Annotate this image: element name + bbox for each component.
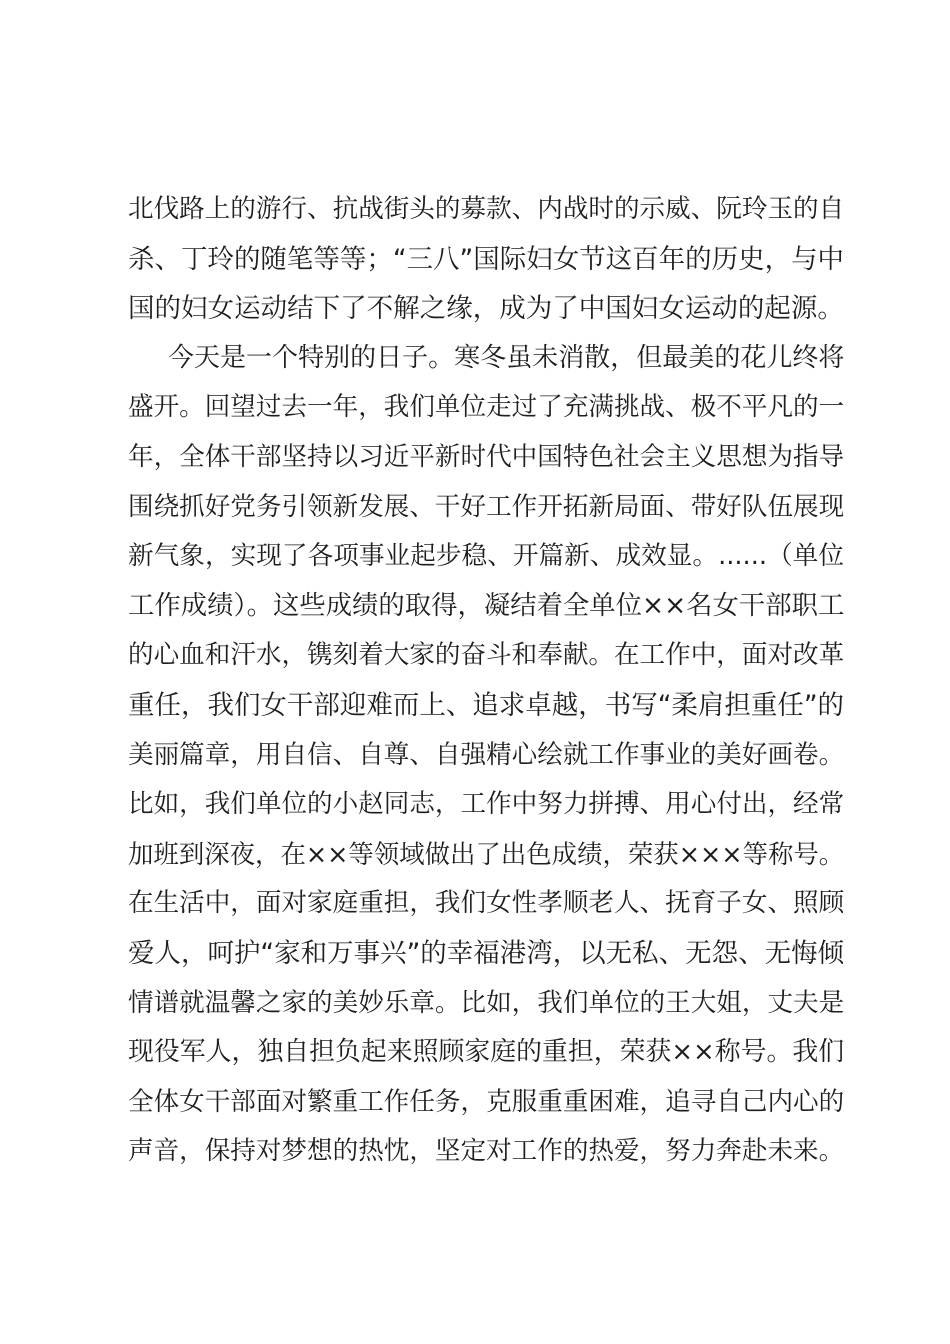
text-line: 爱人，呵护“家和万事兴”的幸福港湾，以无私、无怨、无悔倾	[128, 937, 845, 969]
text-line: 盛开。回望过去一年，我们单位走过了充满挑战、极不平凡的一	[128, 392, 845, 423]
text-line: 美丽篇章，用自信、自尊、自强精心绘就工作事业的美好画卷。	[128, 739, 845, 770]
text-line: 现役军人，独自担负起来照顾家庭的重担，荣获××称号。我们	[128, 1037, 845, 1068]
text-line: 在生活中，面对家庭重担，我们女性孝顺老人、抚育子女、照顾	[128, 888, 845, 919]
text-line: 的心血和汗水，镌刻着大家的奋斗和奉献。在工作中，面对改革	[128, 640, 845, 671]
text-line: 北伐路上的游行、抗战街头的募款、内战时的示威、阮玲玉的自	[128, 194, 845, 224]
text-line: 围绕抓好党务引领新发展、干好工作开拓新局面、带好队伍展现	[128, 491, 845, 522]
body-text	[128, 185, 848, 1177]
text-line: 比如，我们单位的小赵同志，工作中努力拼搏、用心付出，经常	[128, 789, 845, 820]
paragraph-start-line: 今天是一个特别的日子。寒冬虽未消散，但最美的花儿终将	[168, 342, 845, 373]
text-line: 重任，我们女干部迎难而上、追求卓越，书写“柔肩担重任”的	[128, 689, 845, 721]
text-line: 加班到深夜，在××等领域做出了出色成绩，荣获×××等称号。	[128, 838, 845, 869]
text-line: 工作成绩）。这些成绩的取得，凝结着全单位××名女干部职工	[128, 590, 845, 621]
text-line: 年，全体干部坚持以习近平新时代中国特色社会主义思想为指导	[128, 441, 845, 472]
text-line: 新气象，实现了各项事业起步稳、开篇新、成效显。......（单位	[128, 541, 844, 572]
text-line: 国的妇女运动结下了不解之缘，成为了中国妇女运动的起源。	[128, 293, 844, 325]
text-line: 杀、丁玲的随笔等等；“三八”国际妇女节这百年的历史，与中	[128, 243, 845, 275]
text-line: 声音，保持对梦想的热忱，坚定对工作的热爱，努力奔赴未来。	[128, 1136, 845, 1167]
text-line: 全体女干部面对繁重工作任务，克服重重困难，追寻自己内心的	[128, 1086, 845, 1117]
text-line: 情谱就温馨之家的美妙乐章。比如，我们单位的王大姐，丈夫是	[128, 987, 845, 1018]
